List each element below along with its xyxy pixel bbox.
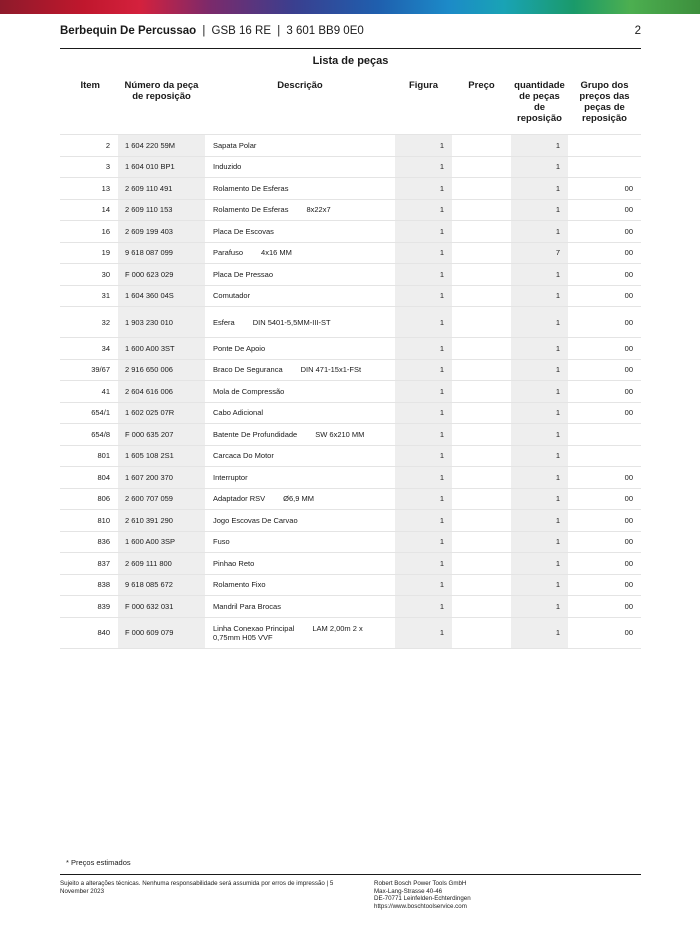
price-cell [452, 402, 511, 424]
price-cell [452, 531, 511, 553]
part-description [205, 467, 395, 489]
part-number: 2 609 110 491 [118, 178, 205, 200]
quantity: 1 [511, 488, 568, 510]
quantity: 1 [511, 445, 568, 467]
item-number: 836 [60, 531, 118, 553]
part-description [205, 199, 395, 221]
part-number: 1 604 360 04S [118, 285, 205, 307]
figure-number: 1 [395, 402, 452, 424]
table-row [60, 307, 641, 338]
part-number: 2 609 111 800 [118, 553, 205, 575]
description-name: Mandril Para Brocas [213, 601, 281, 611]
table-row [60, 242, 641, 264]
price-group: 00 [568, 617, 641, 648]
quantity: 1 [511, 574, 568, 596]
description-name: Fuso [213, 537, 230, 547]
table-row [60, 135, 641, 157]
price-group [568, 135, 641, 157]
page-number: 2 [634, 25, 641, 37]
figure-number: 1 [395, 488, 452, 510]
figure-number: 1 [395, 359, 452, 381]
part-description [205, 285, 395, 307]
item-number: 31 [60, 285, 118, 307]
description-name: Placa De Escovas [213, 226, 274, 236]
price-cell [452, 467, 511, 489]
price-footnote: * Preços estimados [66, 858, 131, 867]
quantity: 1 [511, 359, 568, 381]
quantity: 1 [511, 178, 568, 200]
item-number: 837 [60, 553, 118, 575]
quantity: 1 [511, 617, 568, 648]
item-number: 3 [60, 156, 118, 178]
product-model: GSB 16 RE [211, 25, 271, 37]
description-name: Rolamento Fixo [213, 580, 266, 590]
price-cell [452, 381, 511, 403]
figure-number: 1 [395, 221, 452, 243]
item-number: 39/67 [60, 359, 118, 381]
price-group: 00 [568, 285, 641, 307]
price-group: 00 [568, 359, 641, 381]
description-name: Batente De Profundidade [213, 429, 298, 439]
description-name: Pinhao Reto [213, 558, 255, 568]
description-name: Sapata Polar [213, 140, 257, 150]
table-row [60, 381, 641, 403]
item-number: 34 [60, 338, 118, 360]
price-cell [452, 221, 511, 243]
quantity: 1 [511, 381, 568, 403]
item-number: 32 [60, 307, 118, 338]
part-number: 2 600 707 059 [118, 488, 205, 510]
figure-number: 1 [395, 445, 452, 467]
price-group: 00 [568, 199, 641, 221]
price-group: 00 [568, 381, 641, 403]
figure-number: 1 [395, 424, 452, 446]
description-name: Jogo Escovas De Carvao [213, 515, 298, 525]
header-separator: | [202, 25, 206, 37]
section-title: Lista de peças [312, 55, 389, 67]
price-group: 00 [568, 467, 641, 489]
part-number: 2 604 616 006 [118, 381, 205, 403]
price-cell [452, 178, 511, 200]
item-number: 840 [60, 617, 118, 648]
figure-number: 1 [395, 381, 452, 403]
parts-table [60, 77, 641, 649]
table-row [60, 596, 641, 618]
parts-table-container [60, 77, 641, 649]
part-description [205, 156, 395, 178]
quantity: 1 [511, 424, 568, 446]
price-group: 00 [568, 264, 641, 286]
part-description [205, 338, 395, 360]
item-number: 804 [60, 467, 118, 489]
part-description [205, 553, 395, 575]
quantity: 1 [511, 596, 568, 618]
description-spec: LAM 2,00m 2 x 0,75mm H05 VVF [213, 623, 363, 642]
table-row [60, 488, 641, 510]
footer-url[interactable]: https://www.boschtoolservice.com [374, 902, 467, 910]
quantity: 1 [511, 553, 568, 575]
part-description [205, 617, 395, 648]
part-number: 1 607 200 370 [118, 467, 205, 489]
item-number: 30 [60, 264, 118, 286]
figure-number: 1 [395, 553, 452, 575]
part-number: 1 600 A00 3SP [118, 531, 205, 553]
column-header-quantity: quantidade de peças de reposição [514, 80, 565, 124]
part-number: 2 916 650 006 [118, 359, 205, 381]
part-description [205, 424, 395, 446]
footer-company: Robert Bosch Power Tools GmbH [374, 880, 467, 887]
description-name: Linha Conexao Principal [213, 623, 295, 633]
figure-number: 1 [395, 178, 452, 200]
price-cell [452, 285, 511, 307]
price-cell [452, 596, 511, 618]
column-header-part-number: Número da peça de reposição [124, 80, 199, 102]
figure-number: 1 [395, 467, 452, 489]
quantity: 1 [511, 531, 568, 553]
part-number: F 000 609 079 [118, 617, 205, 648]
figure-number: 1 [395, 135, 452, 157]
part-number: 1 604 010 BP1 [118, 156, 205, 178]
item-number: 19 [60, 242, 118, 264]
price-group [568, 424, 641, 446]
part-number: F 000 623 029 [118, 264, 205, 286]
quantity: 1 [511, 156, 568, 178]
description-name: Esfera [213, 317, 235, 327]
table-row [60, 156, 641, 178]
part-description [205, 381, 395, 403]
price-cell [452, 135, 511, 157]
part-number: F 000 635 207 [118, 424, 205, 446]
part-description [205, 242, 395, 264]
price-group: 00 [568, 402, 641, 424]
column-header-price: Preço [468, 80, 495, 91]
price-cell [452, 553, 511, 575]
description-name: Induzido [213, 162, 242, 172]
table-row [60, 617, 641, 648]
part-number: 9 618 087 099 [118, 242, 205, 264]
part-description [205, 307, 395, 338]
figure-number: 1 [395, 510, 452, 532]
description-spec: SW 6x210 MM [315, 429, 365, 439]
part-description [205, 531, 395, 553]
part-description [205, 359, 395, 381]
price-group: 00 [568, 574, 641, 596]
table-row [60, 531, 641, 553]
item-number: 839 [60, 596, 118, 618]
table-row [60, 402, 641, 424]
part-number: 1 600 A00 3ST [118, 338, 205, 360]
part-description [205, 510, 395, 532]
table-row [60, 510, 641, 532]
price-group: 00 [568, 531, 641, 553]
table-row [60, 467, 641, 489]
table-row [60, 285, 641, 307]
description-name: Comutador [213, 291, 251, 301]
figure-number: 1 [395, 307, 452, 338]
price-cell [452, 264, 511, 286]
product-title: Berbequin De Percussao [60, 25, 197, 37]
part-number: 1 602 025 07R [118, 402, 205, 424]
price-group [568, 445, 641, 467]
part-description [205, 135, 395, 157]
part-description [205, 596, 395, 618]
price-cell [452, 307, 511, 338]
description-name: Carcaca Do Motor [213, 451, 274, 461]
price-group: 00 [568, 338, 641, 360]
price-cell [452, 510, 511, 532]
price-cell [452, 242, 511, 264]
description-name: Adaptador RSV [213, 494, 266, 504]
table-row [60, 199, 641, 221]
description-spec: DIN 5401-5,5MM-III-ST [252, 317, 331, 327]
item-number: 810 [60, 510, 118, 532]
description-spec: Ø6,9 MM [283, 494, 314, 504]
quantity: 1 [511, 510, 568, 532]
description-name: Ponte De Apoio [213, 343, 266, 353]
price-cell [452, 445, 511, 467]
part-number: 1 605 108 2S1 [118, 445, 205, 467]
table-row [60, 574, 641, 596]
part-number: 9 618 085 672 [118, 574, 205, 596]
header-separator: | [277, 25, 281, 37]
quantity: 7 [511, 242, 568, 264]
description-name: Parafuso [213, 248, 244, 258]
price-cell [452, 156, 511, 178]
part-number: 2 610 391 290 [118, 510, 205, 532]
table-row [60, 424, 641, 446]
part-description [205, 574, 395, 596]
price-group: 00 [568, 221, 641, 243]
price-cell [452, 199, 511, 221]
description-name: Placa De Pressao [213, 269, 274, 279]
description-spec: 8x22x7 [306, 205, 331, 215]
description-name: Mola de Compressão [213, 386, 285, 396]
brand-color-bar [0, 0, 700, 14]
description-spec: 4x16 MM [261, 248, 292, 258]
item-number: 654/8 [60, 424, 118, 446]
column-header-item: Item [80, 80, 100, 91]
table-row [60, 553, 641, 575]
figure-number: 1 [395, 264, 452, 286]
description-name: Cabo Adicional [213, 408, 264, 418]
footer-address [374, 880, 634, 910]
footer-city: DE-70771 Leinfelden-Echterdingen [374, 895, 471, 902]
table-row [60, 445, 641, 467]
item-number: 801 [60, 445, 118, 467]
figure-number: 1 [395, 574, 452, 596]
price-group: 00 [568, 307, 641, 338]
table-row [60, 338, 641, 360]
description-spec: DIN 471-15x1-FSt [300, 365, 362, 375]
item-number: 838 [60, 574, 118, 596]
table-header-row [60, 77, 641, 135]
part-description [205, 488, 395, 510]
column-header-figure: Figura [408, 80, 439, 91]
description-name: Interruptor [213, 472, 248, 482]
part-number: 2 609 199 403 [118, 221, 205, 243]
quantity: 1 [511, 135, 568, 157]
description-name: Rolamento De Esferas [213, 183, 289, 193]
price-group: 00 [568, 242, 641, 264]
table-row [60, 178, 641, 200]
price-group: 00 [568, 488, 641, 510]
figure-number: 1 [395, 199, 452, 221]
table-row [60, 264, 641, 286]
column-header-price-group: Grupo dos preços das peças de reposição [579, 80, 630, 124]
part-description [205, 402, 395, 424]
table-row [60, 221, 641, 243]
part-description [205, 445, 395, 467]
item-number: 41 [60, 381, 118, 403]
table-row [60, 359, 641, 381]
footer-street: Max-Lang-Strasse 40-46 [374, 887, 443, 895]
document-header [60, 24, 641, 40]
price-group: 00 [568, 553, 641, 575]
figure-number: 1 [395, 531, 452, 553]
figure-number: 1 [395, 596, 452, 618]
description-name: Braco De Seguranca [213, 365, 283, 375]
part-description [205, 178, 395, 200]
item-number: 654/1 [60, 402, 118, 424]
item-number: 13 [60, 178, 118, 200]
table-body [60, 135, 641, 649]
item-number: 16 [60, 221, 118, 243]
part-description [205, 264, 395, 286]
description-name: Rolamento De Esferas [213, 205, 289, 215]
figure-number: 1 [395, 285, 452, 307]
part-number: F 000 632 031 [118, 596, 205, 618]
quantity: 1 [511, 307, 568, 338]
item-number: 2 [60, 135, 118, 157]
price-cell [452, 424, 511, 446]
footer-divider [60, 874, 641, 875]
column-header-description: Descrição [277, 80, 323, 91]
price-group: 00 [568, 178, 641, 200]
figure-number: 1 [395, 156, 452, 178]
price-group: 00 [568, 596, 641, 618]
product-part-number: 3 601 BB9 0E0 [286, 25, 364, 37]
price-cell [452, 359, 511, 381]
price-cell [452, 617, 511, 648]
quantity: 1 [511, 199, 568, 221]
price-group [568, 156, 641, 178]
part-description [205, 221, 395, 243]
price-cell [452, 488, 511, 510]
footer-disclaimer: Sujeito a alterações técnicas. Nenhuma responsabilidade será assumida por erros de impressão | 5 November 2023 [60, 880, 334, 895]
price-group: 00 [568, 510, 641, 532]
quantity: 1 [511, 285, 568, 307]
quantity: 1 [511, 338, 568, 360]
part-number: 1 604 220 59M [118, 135, 205, 157]
part-number: 2 609 110 153 [118, 199, 205, 221]
figure-number: 1 [395, 617, 452, 648]
quantity: 1 [511, 264, 568, 286]
quantity: 1 [511, 221, 568, 243]
figure-number: 1 [395, 338, 452, 360]
header-divider [60, 48, 641, 49]
price-cell [452, 574, 511, 596]
quantity: 1 [511, 467, 568, 489]
quantity: 1 [511, 402, 568, 424]
figure-number: 1 [395, 242, 452, 264]
item-number: 806 [60, 488, 118, 510]
price-cell [452, 338, 511, 360]
item-number: 14 [60, 199, 118, 221]
part-number: 1 903 230 010 [118, 307, 205, 338]
